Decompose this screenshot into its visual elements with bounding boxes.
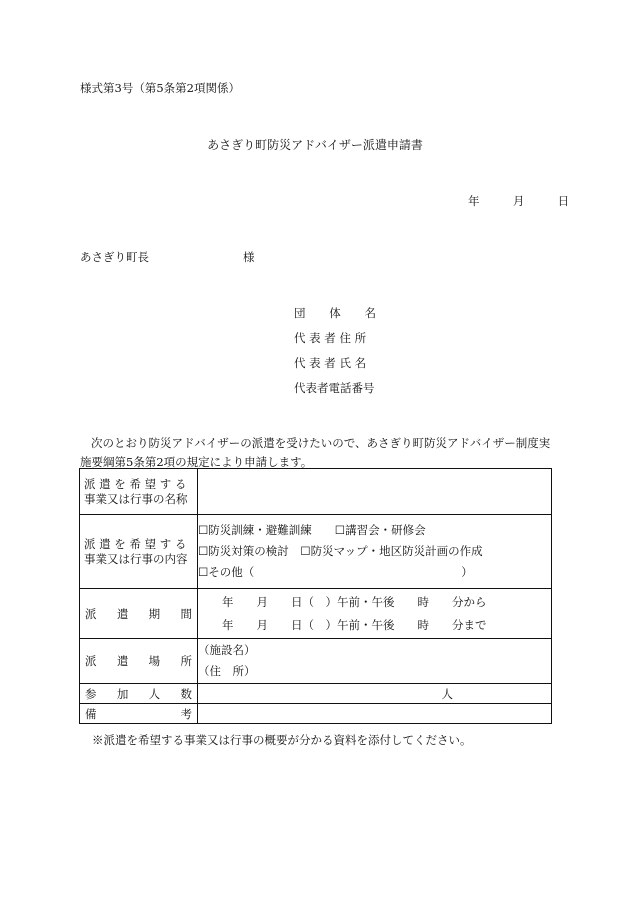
location-field bbox=[198, 639, 552, 684]
table-row-remarks bbox=[80, 704, 552, 724]
remarks-label-char-1: 備 bbox=[85, 706, 97, 721]
participants-label-char-4: 数 bbox=[180, 686, 192, 701]
event-content-label-line-2: 事業又は行事の内容 bbox=[84, 551, 188, 566]
participants-unit: 人 bbox=[441, 686, 453, 701]
applicant-group-name-label bbox=[294, 305, 376, 321]
participants-label-char-3: 人 bbox=[148, 686, 161, 701]
location-label-char-2: 遣 bbox=[116, 654, 129, 668]
period-label-char-3: 期 bbox=[148, 606, 161, 621]
addressee-honorific: 様 bbox=[243, 250, 255, 264]
date-line bbox=[468, 193, 569, 209]
location-label bbox=[80, 639, 198, 684]
intro-paragraph: 次のとおり防災アドバイザーの派遣を受けたいので、あさぎり町防災アドバイザー制度実施要綱第5条第2項の規定により申請します。 bbox=[80, 436, 551, 469]
event-name-label bbox=[80, 469, 198, 515]
applicant-rep-name-label: 代 表 者 氏 名 bbox=[294, 356, 367, 370]
location-facility-line[interactable]: （施設名） bbox=[198, 643, 256, 657]
table-row-participants bbox=[80, 684, 552, 704]
period-start-line[interactable]: 年 月 日（ ）午前・午後 時 分から bbox=[222, 594, 487, 609]
participants-label bbox=[80, 684, 198, 704]
participants-label-char-2: 加 bbox=[116, 686, 129, 701]
period-end-line[interactable]: 年 月 日（ ）午前・午後 時 分まで bbox=[222, 617, 487, 632]
event-content-label bbox=[80, 515, 198, 589]
applicant-rep-phone-label: 代表者電話番号 bbox=[294, 381, 375, 395]
event-name-label-line-1: 派 遣 を 希 望 す る bbox=[84, 476, 187, 491]
application-table bbox=[79, 468, 552, 724]
table-row-location bbox=[80, 639, 552, 684]
table-row-event-content bbox=[80, 515, 552, 589]
remarks-field[interactable] bbox=[198, 704, 552, 724]
group-name-char-1: 団 bbox=[294, 306, 306, 320]
participants-field[interactable] bbox=[198, 684, 552, 704]
participants-label-char-1: 参 bbox=[85, 686, 97, 701]
attachment-note: ※派遣を希望する事業又は行事の概要が分かる資料を添付してください。 bbox=[92, 733, 472, 747]
remarks-label-char-2: 考 bbox=[180, 706, 192, 721]
event-content-label-line-1: 派 遣 を 希 望 す る bbox=[84, 536, 187, 551]
date-month: 月 bbox=[512, 194, 525, 208]
event-name-field[interactable] bbox=[198, 469, 552, 515]
form-number: 様式第3号（第5条第2項関係） bbox=[80, 81, 240, 95]
content-options-line-3[interactable]: ☐その他（ ） bbox=[198, 565, 473, 579]
group-name-char-2: 体 bbox=[329, 306, 341, 320]
period-label bbox=[80, 589, 198, 639]
date-year: 年 bbox=[468, 194, 480, 208]
location-label-char-1: 派 bbox=[85, 654, 97, 668]
addressee-name: あさぎり町長 bbox=[80, 250, 149, 264]
remarks-label bbox=[80, 704, 198, 724]
table-row-event-name bbox=[80, 469, 552, 515]
location-address-line[interactable]: （住 所） bbox=[198, 664, 256, 678]
period-label-char-1: 派 bbox=[85, 606, 97, 621]
location-label-char-4: 所 bbox=[180, 654, 192, 668]
period-label-char-2: 遣 bbox=[116, 606, 129, 621]
date-day: 日 bbox=[557, 194, 570, 208]
location-label-char-3: 場 bbox=[148, 654, 161, 668]
content-options-line-2[interactable]: ☐防災対策の検討 ☐防災マップ・地区防災計画の作成 bbox=[198, 544, 483, 558]
event-name-label-line-2: 事業又は行事の名称 bbox=[84, 491, 188, 506]
event-content-field bbox=[198, 515, 552, 589]
period-field bbox=[198, 589, 552, 639]
table-row-period bbox=[80, 589, 552, 639]
period-label-char-4: 間 bbox=[180, 606, 192, 621]
document-title: あさぎり町防災アドバイザー派遣申請書 bbox=[207, 138, 423, 152]
group-name-char-3: 名 bbox=[364, 306, 376, 320]
applicant-rep-address-label: 代 表 者 住 所 bbox=[294, 331, 367, 345]
content-options-line-1[interactable]: ☐防災訓練・避難訓練 ☐講習会・研修会 bbox=[198, 523, 426, 537]
